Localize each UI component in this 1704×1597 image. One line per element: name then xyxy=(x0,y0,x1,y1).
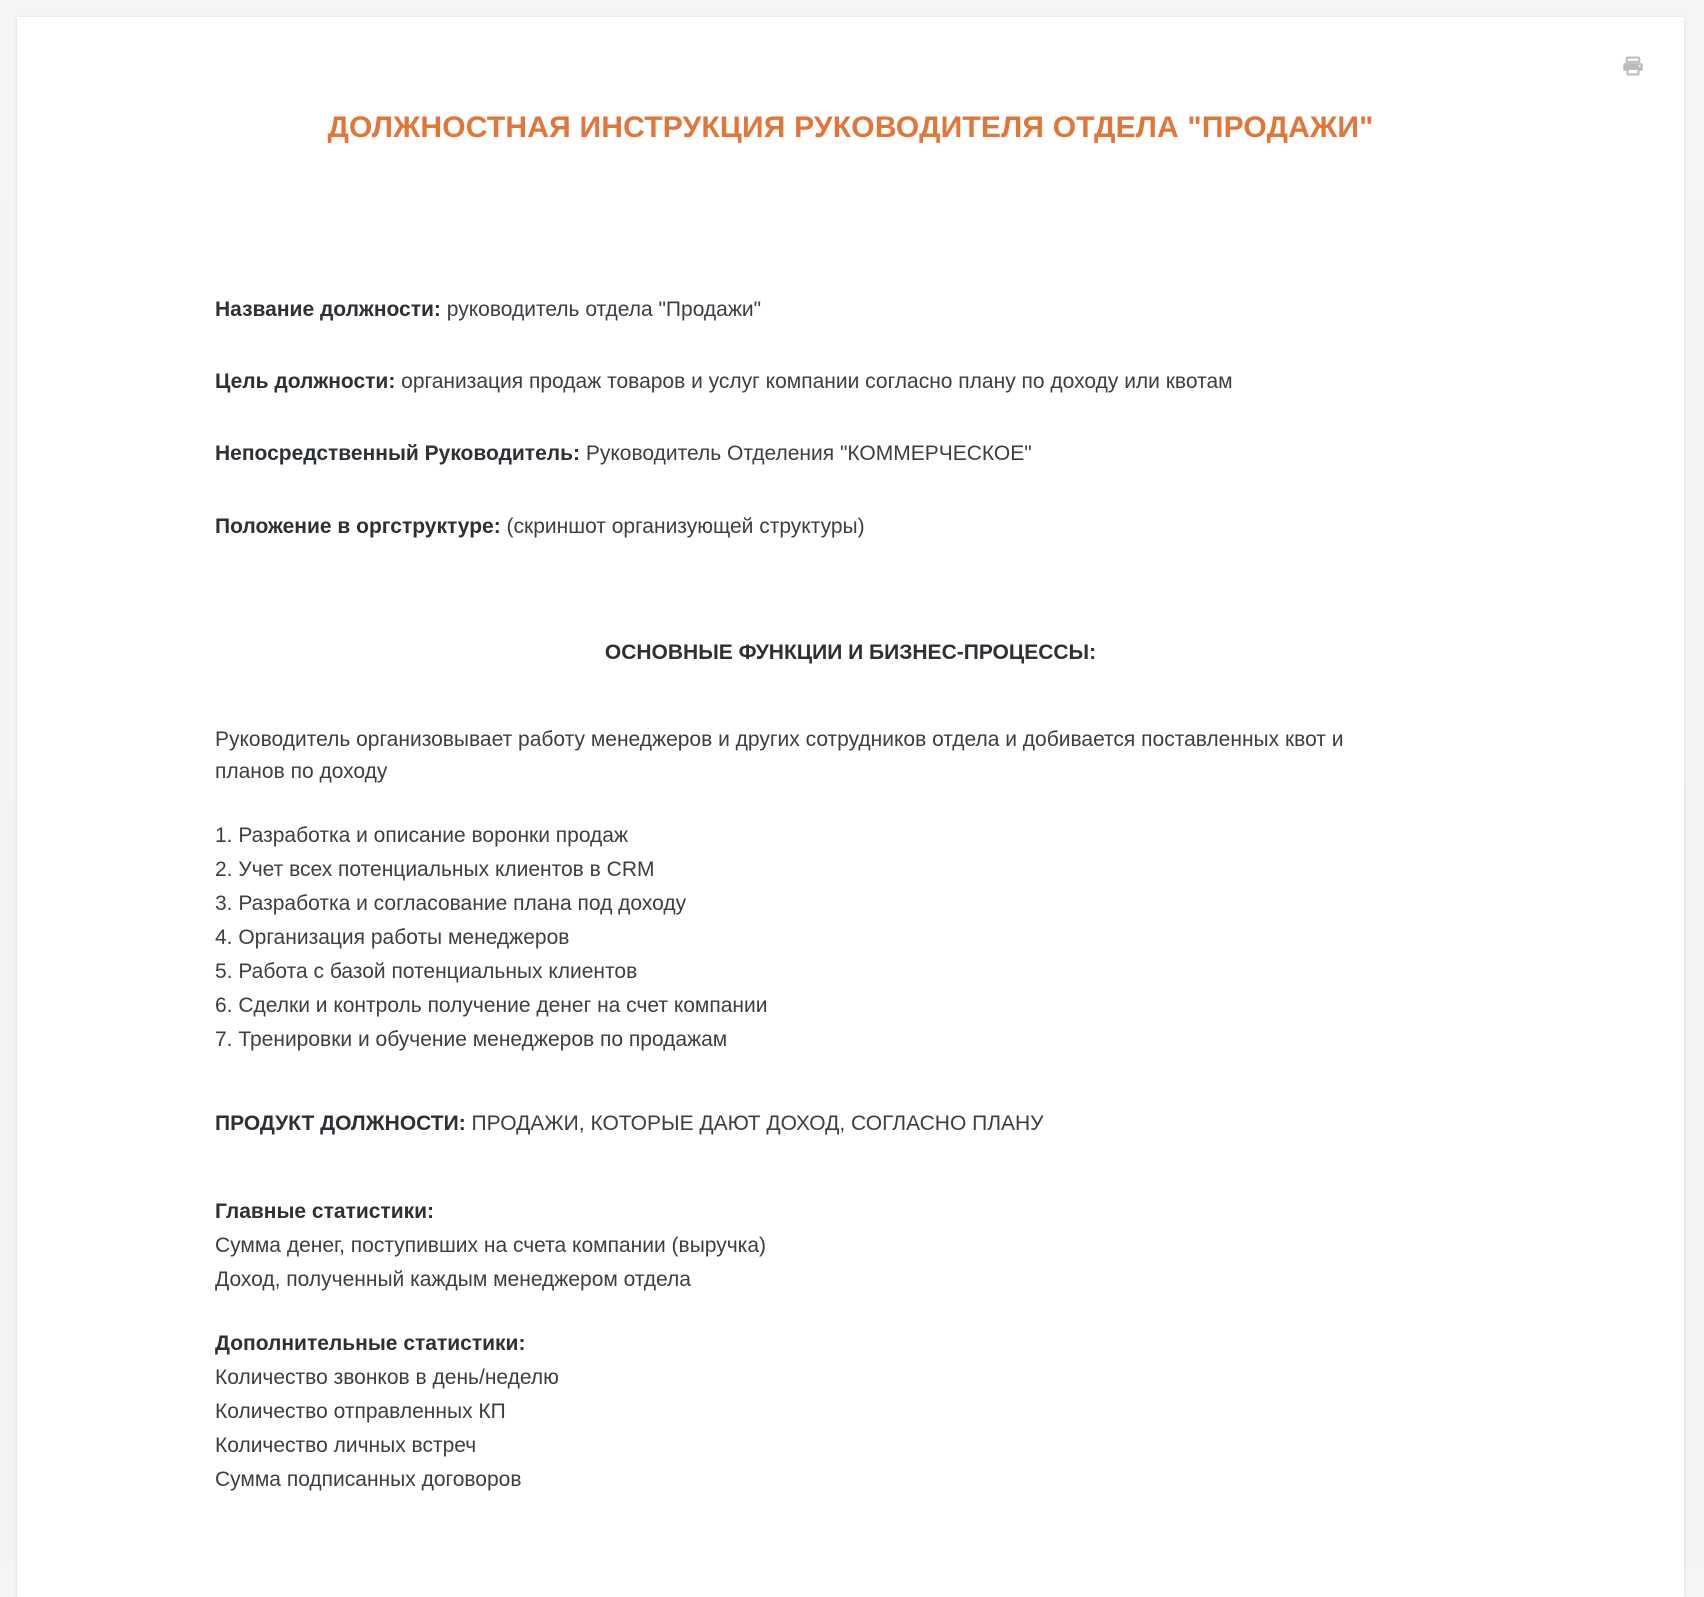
stats-block-additional xyxy=(215,1327,1486,1497)
field-label: Непосредственный Руководитель: xyxy=(215,442,581,466)
list-item: 7. Тренировки и обучение менеджеров по продажам xyxy=(215,1027,728,1051)
section-heading-main-functions: ОСНОВНЫЕ ФУНКЦИИ И БИЗНЕС-ПРОЦЕССЫ: xyxy=(604,641,1097,665)
field-direct-supervisor xyxy=(215,439,1486,469)
field-label: Положение в оргструктуре: xyxy=(215,514,501,538)
field-label: Название должности: xyxy=(215,297,441,321)
stats-item: Количество отправленных КП xyxy=(215,1400,506,1424)
document-body xyxy=(17,17,1684,1597)
field-label: ПРОДУКТ ДОЛЖНОСТИ: xyxy=(215,1111,466,1135)
list-item: 4. Организация работы менеджеров xyxy=(215,925,570,949)
field-value: Руководитель Отделения "КОММЕРЧЕСКОЕ" xyxy=(580,442,1032,466)
field-org-structure-position xyxy=(215,512,1486,542)
spacer xyxy=(215,668,1486,724)
stats-item: Доход, полученный каждым менеджером отдела xyxy=(215,1268,691,1292)
list-item: 3. Разработка и согласование плана под доходу xyxy=(215,891,687,915)
fields-group xyxy=(215,295,1486,543)
stats-item: Количество личных встреч xyxy=(215,1434,477,1458)
spacer xyxy=(215,1497,1486,1597)
field-value: (скриншот организующей структуры) xyxy=(500,514,865,538)
list-item: 2. Учет всех потенциальных клиентов в CRM xyxy=(215,857,655,881)
list-item: 1. Разработка и описание воронки продаж xyxy=(215,823,629,847)
field-position-purpose xyxy=(215,367,1486,397)
list-item: 6. Сделки и контроль получение денег на счет компании xyxy=(215,993,768,1017)
stats-item: Количество звонков в день/неделю xyxy=(215,1366,559,1390)
document-card xyxy=(17,17,1684,1597)
spacer xyxy=(215,1139,1486,1195)
field-value: руководитель отдела "Продажи" xyxy=(440,297,762,321)
spacer xyxy=(215,789,1486,819)
spacer xyxy=(215,1057,1486,1109)
functions-list xyxy=(215,819,1486,1057)
spacer xyxy=(215,147,1486,295)
field-label: Цель должности: xyxy=(215,369,396,393)
field-value: организация продаж товаров и услуг компании согласно плану по доходу или квотам xyxy=(395,369,1233,393)
stats-block-main xyxy=(215,1195,1486,1297)
field-position-name xyxy=(215,295,1486,325)
spacer xyxy=(215,542,1486,638)
stats-title: Дополнительные статистики: xyxy=(215,1332,526,1356)
field-value: ПРОДАЖИ, КОТОРЫЕ ДАЮТ ДОХОД, СОГЛАСНО ПЛАНУ xyxy=(465,1111,1044,1135)
page-title: ДОЛЖНОСТНАЯ ИНСТРУКЦИЯ РУКОВОДИТЕЛЯ ОТДЕЛА "ПРОДАЖИ" xyxy=(327,111,1374,144)
intro-paragraph: Руководитель организовывает работу менеджеров и других сотрудников отдела и добивается поставленных квот и планов по доходу xyxy=(215,727,1344,784)
stats-title: Главные статистики: xyxy=(215,1200,435,1224)
field-position-product xyxy=(215,1109,1486,1139)
list-item: 5. Работа с базой потенциальных клиентов xyxy=(215,959,638,983)
stats-item: Сумма денег, поступивших на счета компании (выручка) xyxy=(215,1234,766,1258)
stats-item: Сумма подписанных договоров xyxy=(215,1468,522,1492)
